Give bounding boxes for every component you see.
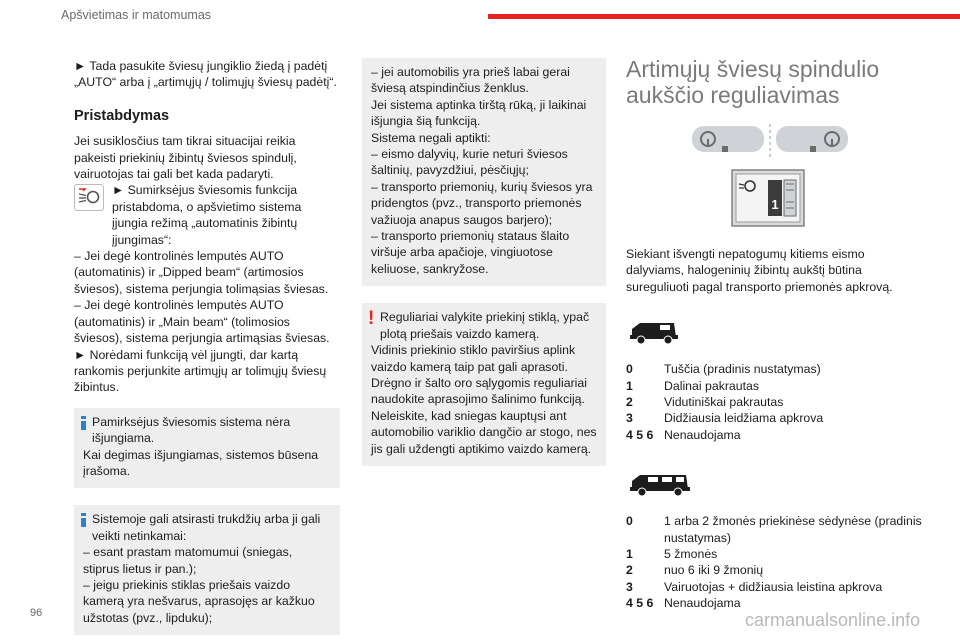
header-title: Apšvietimas ir matomumas [61,8,212,22]
note-text: – jei automobilis yra prieš labai gerai šviesą atspindinčius ženklus. [371,65,570,96]
note-text: Reguliariai valykite priekinį stiklą, ypač plotą priešais vaizdo kamerą. [380,310,590,341]
header-accent-bar [488,14,960,19]
section-title: Artimųjų šviesų spindulio aukščio reguliavimas [626,56,880,108]
column-right [626,56,924,612]
row-value: Didžiausia leidžiama apkrova [664,411,824,426]
info-icon [81,513,86,527]
table-row [626,562,924,578]
row-key: 2 [626,395,633,410]
row-value: nuo 6 iki 9 žmonių [664,563,764,578]
table-row [626,579,924,595]
paragraph: – Jei degė kontrolinės lemputės AUTO (automatinis) ir „Main beam“ (tolimosios šviesos), sistema perjungia artimąsias šviesas. [74,298,330,346]
row-value: 1 arba 2 žmonės priekinėse sėdynėse (pradinis nustatymas) [664,514,922,545]
warning-icon: ! [368,308,375,330]
dial-number: 1 [771,197,779,212]
flash-lights-instruction [74,182,340,248]
headlight-adjust-illustration [626,120,924,232]
intro-text: Siekiant išvengti nepatogumų kitiems eismo dalyviams, halogeninių žibintų aukštį būtina sureguliuoti pagal transporto priemonės apkrovą. [626,247,893,294]
note-text: Sistema negali aptikti: [371,130,491,145]
row-key: 1 [626,547,633,562]
row-key: 3 [626,411,633,426]
table-row [626,378,924,394]
page-number: 96 [30,607,43,619]
paragraph: – Jei degė kontrolinės lemputės AUTO (automatinis) ir „Dipped beam“ (artimosios šviesos), sistema perjungia tolimąsias šviesas. [74,249,329,296]
note-text: Kai degimas išjungiamas, sistemos būsena įrašoma. [83,447,319,478]
row-key: 3 [626,579,633,594]
watermark: carmanualsonline.info [745,610,921,630]
row-value: Tuščia (pradinis nustatymas) [664,362,821,377]
note-text: Jei sistema aptinka tirštą rūką, ji laikinai išjungia šią funkciją. [371,97,587,129]
paragraph: ► Norėdami funkciją vėl įjungti, dar kartą rankomis perjunkite artimųjų ar tolimųjų šviesų žibintus. [74,347,327,395]
van-icon [626,317,924,349]
headlight-flash-icon [74,184,104,211]
note-text: – jeigu priekinis stiklas priešais vaizdo kamerą yra nešvarus, aprasojęs ar kažkuo užstotas (pvz., lipduku); [83,577,315,625]
dashboard-dial-icon [626,120,924,232]
row-value: Vairuotojas + didžiausia leistina apkrova [664,579,883,594]
load-table-van [626,361,924,443]
warning-note [362,303,606,466]
table-row [626,361,924,377]
paragraph: Jei susiklosčius tam tikrai situacijai reikia pakeisti priekinių žibintų šviesos spindulį, vairuotojas tai gali bet kada padaryti. [74,134,297,182]
row-key: 4 5 6 [626,596,654,611]
info-note [74,505,340,635]
note-text: Pamirksėjus šviesomis sistema nėra išjungiama. [92,414,291,446]
info-note-continued [362,58,606,286]
load-table-passengers [626,513,924,611]
paragraph: ► Sumirksėjus šviesomis funkcija pristabdoma, o apšvietimo sistema įjungia režimą „automatinis žibintų įjungimas“: [112,183,302,247]
note-text: – eismo dalyvių, kurie neturi šviesos šaltinių, pavyzdžiui, pėsčiųjų; [371,147,568,178]
note-text: – transporto priemonių, kurių šviesos yra pridengtos (pvz., transporto priemonės važiuoja anapus saugos barjero); [371,179,593,227]
note-text: – esant prastam matomumui (sniegas, stiprus lietus ir pan.); [83,545,293,576]
note-text: Sistemoje gali atsirasti trukdžių arba ji gali veikti netinkamai: [92,512,321,543]
table-row [626,427,924,443]
table-row [626,394,924,410]
table-row [626,546,924,562]
table-row [626,410,924,426]
column-middle [362,58,606,466]
row-key: 0 [626,362,633,377]
row-key: 2 [626,563,633,578]
row-value: Nenaudojama [664,596,741,611]
row-value: Vidutiniškai pakrautas [664,395,784,410]
table-row [626,513,924,546]
row-key: 0 [626,514,633,529]
note-text: Neleiskite, kad sniegas kauptųsi ant automobilio variklio dangčio ar stogo, nes jis gali uždengti aptikimo vaizdo kamerą. [371,408,597,456]
info-icon [81,416,86,430]
row-value: 5 žmonės [664,547,718,562]
row-key: 4 5 6 [626,427,654,442]
column-left [74,58,340,635]
van-passengers-icon [626,469,924,501]
row-value: Nenaudojama [664,427,741,442]
intro-text: ► Tada pasukite šviesų jungiklio žiedą į padėtį „AUTO“ arba į „artimųjų / tolimųjų šviesų padėtį“. [74,59,337,90]
section-heading: Pristabdymas [74,107,170,124]
row-value: Dalinai pakrautas [664,378,760,393]
row-key: 1 [626,378,633,393]
note-text: – transporto priemonių stataus šlaito viršuje arba apačioje, vingiuotose keliuose, sankryžose. [371,229,570,276]
note-text: Vidinis priekinio stiklo paviršius aplink vaizdo kamerą taip pat gali aprasoti. Drėgno ir šalto oro sąlygomis reguliariai naudokite aprasojimo šalinimo funkciją. [371,343,587,407]
info-note [74,408,340,489]
